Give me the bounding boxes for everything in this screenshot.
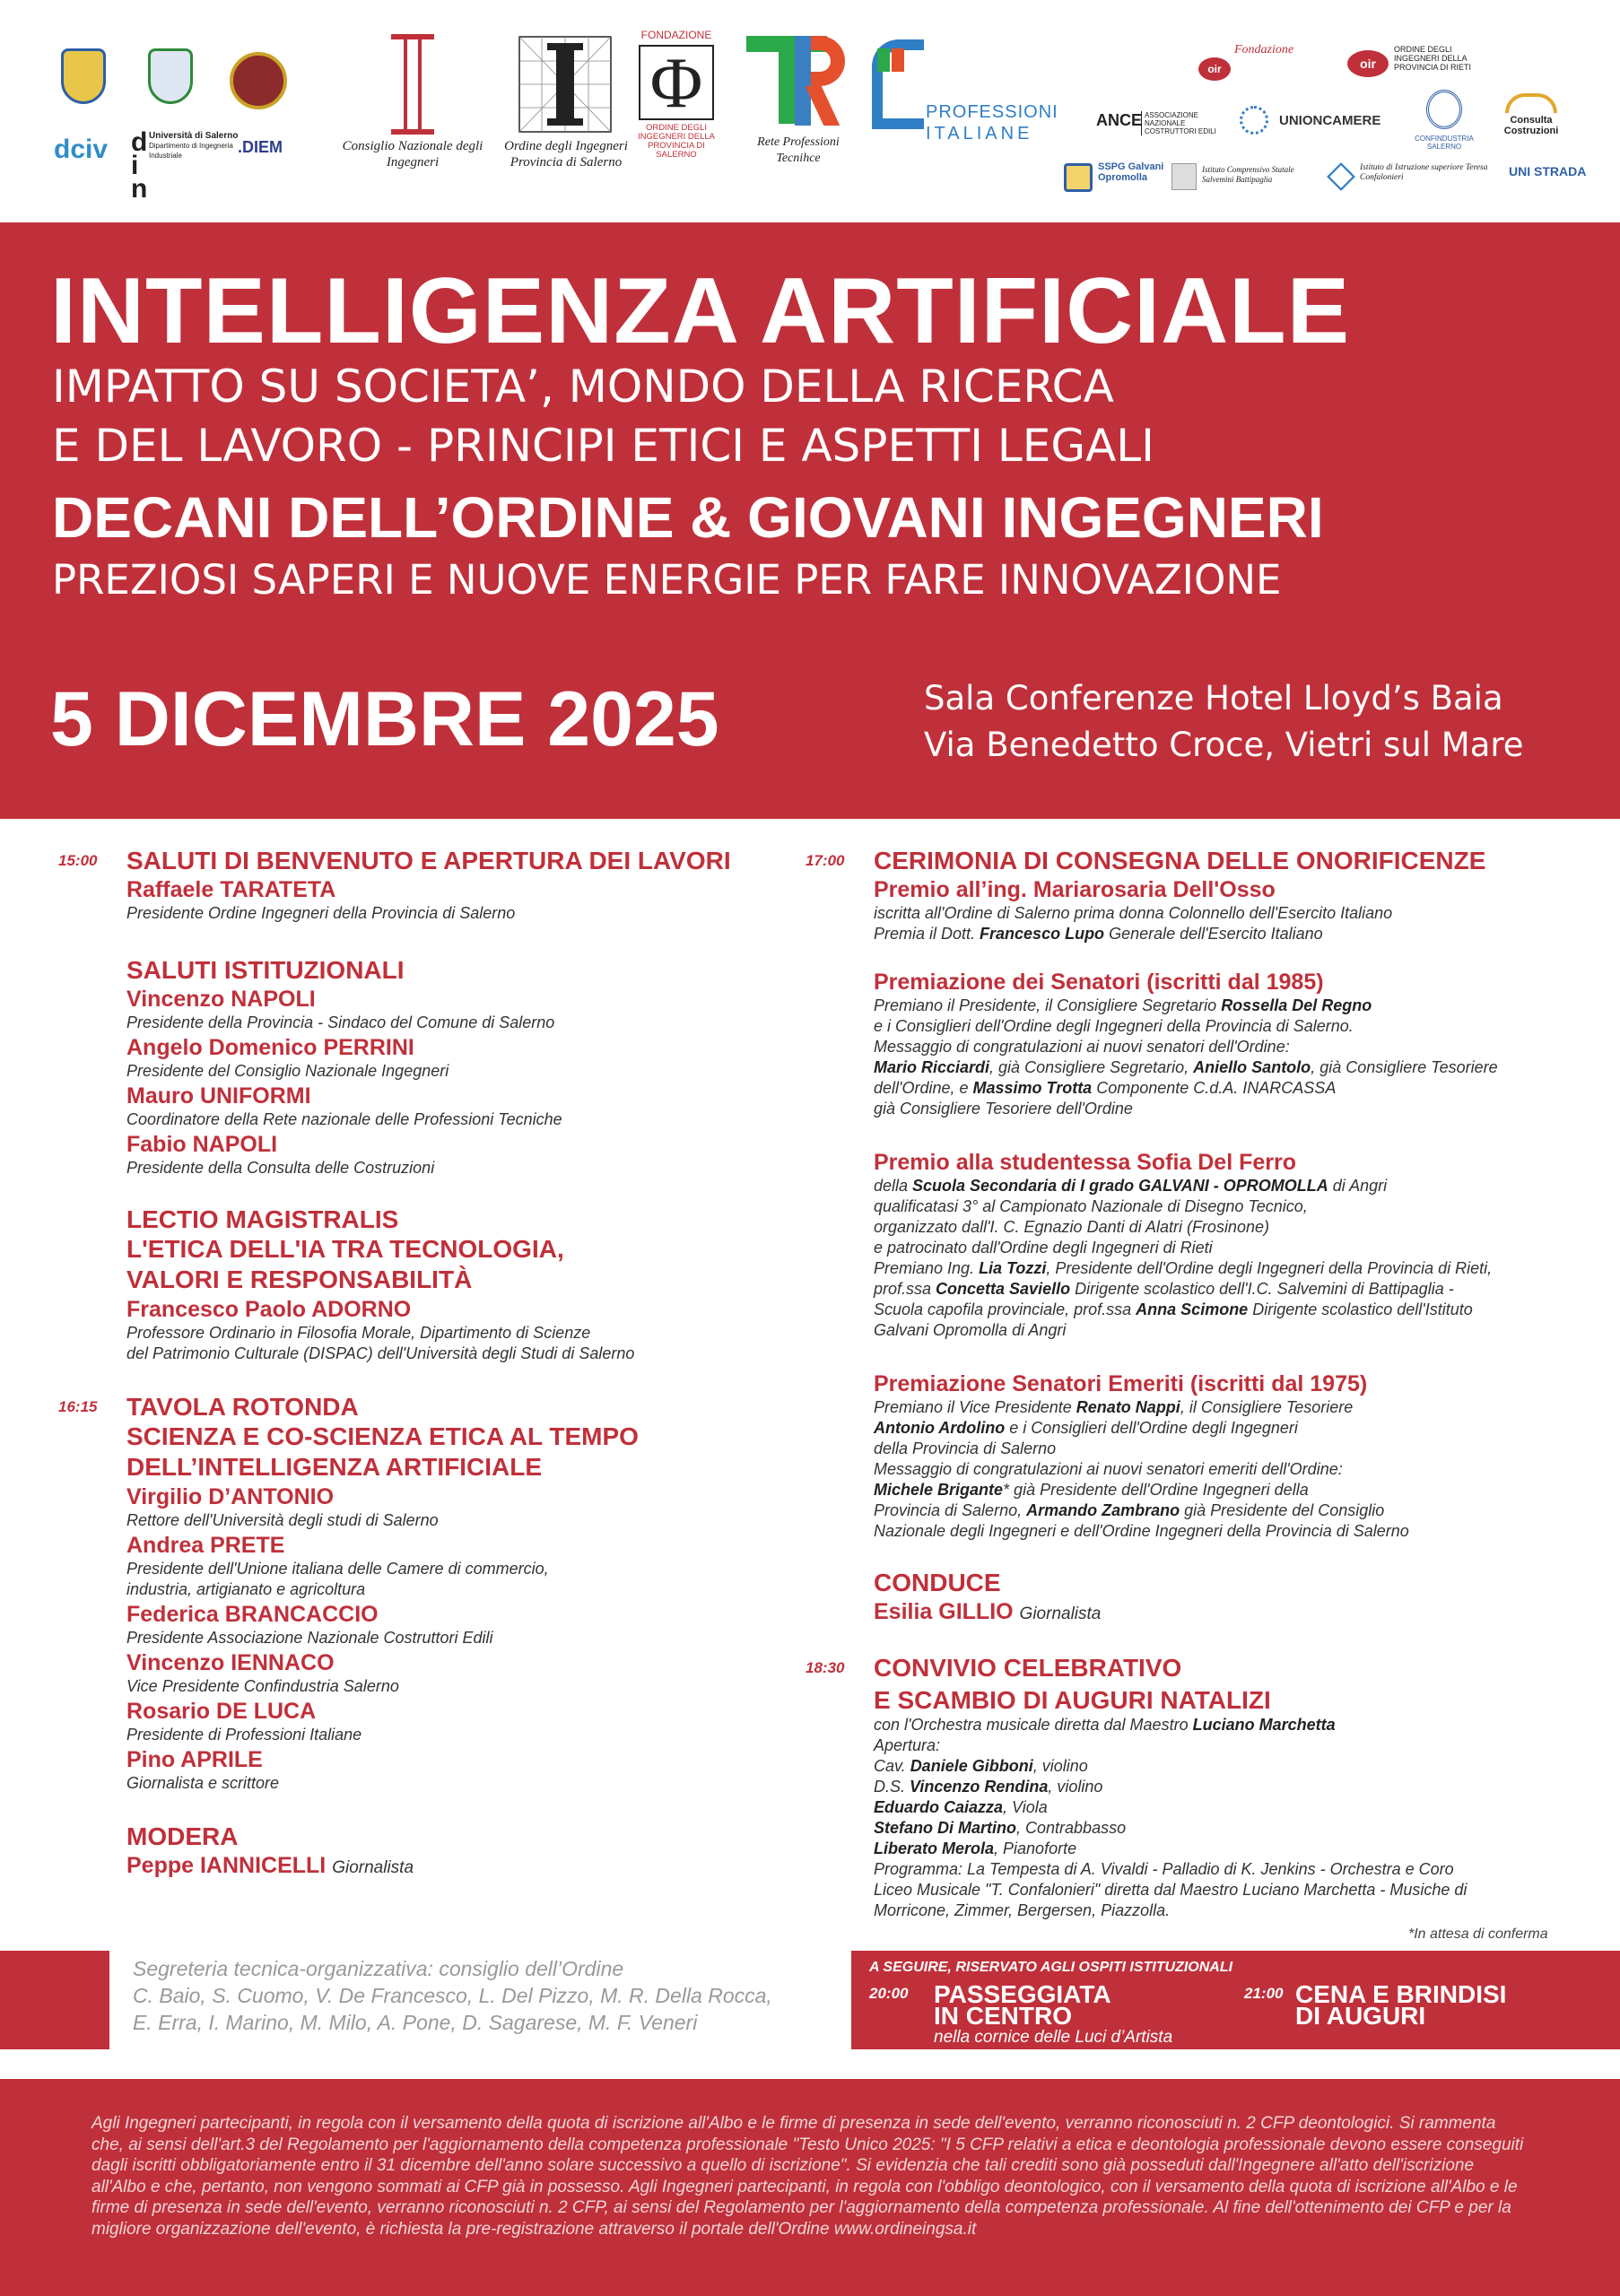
sspg-icon: [1064, 163, 1093, 192]
consulta-label: Consulta Costruzioni: [1503, 115, 1559, 136]
cfp-text: Agli Ingegneri partecipanti, in regola con il versamento della quota di iscrizione all'Albo e le firme di presenza in sede dell'evento, verranno riconosciuti n. 2 CFP deontologici. Si rammenta che, ai sensi dell'art.3 del Regolamento per l'aggiornamento della competenza professionale "Testo Unico 2025: "I 5 CFP relativi a etica e deontologia professionale devono essere conseguiti dagli iscritti obbligatoriamente entro il 31 dicembre dell'anno solare successivo a quello di iscrizione". Si evidenzia che tali crediti sono già posseduti dall'Ingegnere all'atto dell'iscrizione all'Albo e che, pertanto, non vengono sommati ai CFP già in possesso. Agli Ingegneri partecipanti, in regola con l'obbligo deontologico, con il versamento della quota di iscrizione all'Albo e le firme di presenza in sede dell'evento, verranno riconosciuti n. 2 CFP, ai sensi del Regolamento per l'aggiornamento della competenza professionale. Al fine dell'ottenimento dei CFP e per la migliore organizzazione dell'evento, è richiesta la pre-registrazione attraverso il portale dell'Ordine www.ordineingsa.it: [91, 2114, 1524, 2239]
section-cerimonia: [806, 847, 1591, 944]
convivio-text: Apertura:: [874, 1736, 941, 1754]
professioni-italiane-logo: [872, 39, 1058, 156]
second-title: DECANI DELL’ORDINE & GIOVANI INGEGNERI: [52, 485, 1324, 550]
tagline: PREZIOSI SAPERI E NUOVE ENERGIE PER FARE INNOVAZIONE: [52, 556, 1282, 604]
speaker-name: Federica BRANCACCIO: [126, 1602, 379, 1627]
speaker-role: Presidente del Consiglio Nazionale Ingegneri: [126, 1062, 449, 1080]
speaker-role: Giornalista: [332, 1858, 414, 1877]
section-heading: SALUTI DI BENVENUTO E APERTURA DEI LAVORI: [126, 847, 731, 874]
main-title: INTELLIGENZA ARTIFICIALE: [50, 259, 1351, 363]
award-text: Provincia di Salerno, Armando Zambrano già Presidente del Consiglio: [874, 1501, 1385, 1519]
cfp-footer: [0, 2079, 1620, 2296]
section-modera: [126, 1822, 835, 1881]
host-line: [874, 1599, 1591, 1627]
confindustria-logo: [1408, 90, 1480, 154]
tavola-title-2: DELL’INTELLIGENZA ARTIFICIALE: [126, 1453, 543, 1481]
speaker-name: Andrea PRETE: [126, 1533, 285, 1558]
speaker-name: Mauro UNIFORMI: [126, 1083, 311, 1109]
din-subtitle: Dipartimento di Ingegneria Industriale: [149, 142, 233, 160]
section-heading: SALUTI ISTITUZIONALI: [126, 956, 405, 984]
ance-label: ANCE: [1096, 111, 1143, 129]
award-text: Premiano il Vice Presidente Renato Nappi, il Consigliere Tesoriere: [874, 1398, 1354, 1416]
cni-label: Consiglio Nazionale degli Ingegneri: [342, 139, 483, 170]
venue-line-1: Sala Conferenze Hotel Lloyd’s Baia: [924, 679, 1503, 718]
fondazione-logo: [631, 30, 721, 174]
section-heading: MODERA: [126, 1822, 239, 1850]
time-label: 16:15: [58, 1398, 98, 1415]
segreteria-members: C. Baio, S. Cuomo, V. De Francesco, L. Del Pizzo, M. R. Della Rocca,: [133, 1984, 772, 2007]
fondazione-label: ORDINE DEGLI INGEGNERI DELLA PROVINCIA DI SALERNO: [637, 123, 716, 160]
speaker-name: Pino APRILE: [126, 1747, 263, 1772]
award-text: Nazionale degli Ingegneri e dell'Ordine Ingegneri della Provincia di Salerno: [874, 1522, 1409, 1540]
section-heading: LECTIO MAGISTRALIS: [126, 1205, 399, 1233]
section-heading: E SCAMBIO DI AUGURI NATALIZI: [874, 1686, 1271, 1714]
speaker-name: Peppe IANNICELLI: [126, 1853, 327, 1878]
award-text: Premiano il Presidente, il Consigliere Segretario Rossella Del Regno: [874, 996, 1372, 1014]
speaker-name: Fabio NAPOLI: [126, 1132, 278, 1157]
passeggiata-sub: nella cornice delle Luci d’Artista: [934, 2028, 1173, 2047]
award-text: qualificatasi 3° al Campionato Nazionale di Disegno Tecnico,: [874, 1197, 1308, 1215]
section-tavola-rotonda: [58, 1393, 835, 1794]
convivio-text: D.S. Vincenzo Rendina, violino: [874, 1778, 1103, 1796]
segreteria-red-bar: [0, 1951, 109, 2049]
logo-strip: [0, 0, 1620, 222]
section-lectio-magistralis: [126, 1205, 835, 1364]
award-text: e patrocinato dall'Ordine degli Ingegneri di Rieti: [874, 1239, 1213, 1257]
speaker-name: Esilia GILLIO: [874, 1599, 1014, 1624]
speaker-name: Vincenzo IENNACO: [126, 1650, 335, 1675]
time-label: 18:30: [806, 1659, 845, 1676]
consulta-arch-icon: [1505, 93, 1557, 113]
convivio-text: Liceo Musicale "T. Confalonieri" diretta dal Maestro Luciano Marchetta - Musiche di: [874, 1881, 1468, 1899]
segreteria-members: E. Erra, I. Marino, M. Milo, A. Pone, D. Sagarese, M. F. Veneri: [133, 2011, 698, 2034]
cena-line-2: DI AUGURI: [1295, 2002, 1426, 2030]
seguire-label: A SEGUIRE, RISERVATO AGLI OSPITI ISTITUZIONALI: [869, 1960, 1233, 1975]
lectio-title-2: VALORI E RESPONSABILITÀ: [126, 1265, 473, 1293]
speaker-role: Presidente di Professioni Italiane: [126, 1726, 362, 1744]
section-studentessa: [874, 1150, 1591, 1341]
speaker-name: Raffaele TARATETA: [126, 877, 336, 902]
ordine-ingegneri-salerno-logo: [492, 36, 640, 179]
confalonieri-icon: [1327, 162, 1355, 191]
award-text: Antonio Ardolino e i Consiglieri dell'Ordine degli Ingegneri: [874, 1419, 1298, 1437]
award-text: Premiano Ing. Lia Tozzi, Presidente dell'Ordine degli Ingegneri della Provincia di Rieti,: [874, 1259, 1493, 1277]
pi-line2: ITALIANE: [926, 124, 1033, 144]
time-label: 20:00: [869, 1985, 909, 2002]
convivio-text: Morricone, Zimmer, Bergersen, Piazzolla.: [874, 1901, 1171, 1919]
dciv-logo: dciv: [54, 135, 109, 164]
award-text: organizzato dall'I. C. Egnazio Danti di Alatri (Frosinone): [874, 1218, 1269, 1236]
speaker-name: Virgilio D’ANTONIO: [126, 1484, 335, 1509]
award-text: Premia il Dott. Francesco Lupo Generale dell'Esercito Italiano: [874, 925, 1323, 943]
award-text: dell'Ordine, e Massimo Trotta Componente C.d.A. INARCASSA: [874, 1079, 1337, 1097]
award-text: prof.ssa Concetta Saviello Dirigente scolastico dell'I.C. Salvemini di Battipaglia -: [874, 1280, 1454, 1298]
segreteria-title: Segreteria tecnica-organizzativa: consiglio dell’Ordine: [133, 1957, 624, 1980]
sspg-logo: [1064, 161, 1171, 197]
award-text: iscritta all'Ordine di Salerno prima donna Colonnello dell'Esercito Italiano: [874, 904, 1393, 922]
title-band: [0, 222, 1620, 819]
convivio-text: Stefano Di Martino, Contrabbasso: [874, 1819, 1127, 1837]
time-label: 21:00: [1244, 1985, 1284, 2002]
convivio-text: con l'Orchestra musicale diretta dal Maestro Luciano Marchetta: [874, 1716, 1336, 1734]
cni-logo: [341, 34, 484, 178]
convivio-text: Liberato Merola, Pianoforte: [874, 1839, 1077, 1857]
speaker-name: Vincenzo NAPOLI: [126, 987, 316, 1012]
section-saluti-istituzionali: [126, 956, 835, 1178]
section-heading: CONDUCE: [874, 1569, 1001, 1596]
venue-line-2: Via Benedetto Croce, Vietri sul Mare: [924, 726, 1524, 764]
speaker-role: Giornalista: [1019, 1605, 1102, 1623]
unioncamere-label: UNIONCAMERE: [1279, 113, 1381, 128]
ordine-label: Ordine degli Ingegneri Provincia di Salerno: [504, 139, 628, 170]
speaker-role: Presidente Ordine Ingegneri della Provincia di Salerno: [126, 904, 516, 922]
sspg-label: SSPG Galvani Opromolla: [1098, 161, 1164, 183]
seguire-box: [851, 1951, 1620, 2049]
award-title: Premiazione Senatori Emeriti (iscritti dal 1975): [874, 1371, 1368, 1396]
istituto-confalonieri-logo: [1328, 161, 1489, 194]
confalonieri-label: Istituto di Istruzione superiore Teresa Confalonieri: [1360, 163, 1488, 182]
event-venue: [924, 675, 1524, 769]
award-text: Mario Ricciardi, già Consigliere Segretario, Aniello Santolo, già Consigliere Tesoriere: [874, 1058, 1498, 1076]
time-label: 15:00: [58, 852, 98, 869]
convivio-text: Cav. Daniele Gibboni, violino: [874, 1757, 1088, 1775]
tavola-title-1: SCIENZA E CO-SCIENZA ETICA AL TEMPO: [126, 1422, 639, 1450]
speaker-role: Presidente dell'Unione italiana delle Camere di commercio,: [126, 1560, 549, 1578]
salvemini-icon: [1171, 163, 1197, 190]
section-heading: CERIMONIA DI CONSEGNA DELLE ONORIFICENZE: [874, 847, 1486, 874]
fondazione-oir-logo: oir Fondazione: [1198, 43, 1315, 90]
passeggiata-line-2: IN CENTRO: [934, 2002, 1072, 2030]
comune-salerno-crest: [148, 48, 193, 104]
confindustria-label: CONFINDUSTRIA SALERNO: [1415, 135, 1474, 151]
provincia-salerno-crest: [61, 48, 106, 104]
award-text: Messaggio di congratulazioni ai nuovi senatori dell'Ordine:: [874, 1038, 1290, 1056]
program-right-column: [806, 847, 1591, 1953]
speaker-role: Presidente Associazione Nazionale Costruttori Edili: [126, 1629, 493, 1647]
subtitle-line-1: IMPATTO SU SOCIETA’, MONDO DELLA RICERCA: [52, 361, 1114, 413]
cena-line-1: CENA E BRINDISI: [1295, 1980, 1507, 2008]
fondazione-head: FONDAZIONE: [640, 29, 712, 41]
speaker-name: Angelo Domenico PERRINI: [126, 1035, 414, 1060]
speaker-name: Rosario DE LUCA: [126, 1699, 317, 1724]
conferma-note: *In attesa di conferma: [1408, 1926, 1548, 1942]
award-text: e i Consiglieri dell'Ordine degli Ingegneri della Provincia di Salerno.: [874, 1017, 1354, 1035]
segreteria-block: [133, 1955, 772, 2036]
passeggiata-line-1: PASSEGGIATA: [934, 1980, 1111, 2008]
section-senatori: [874, 970, 1591, 1119]
ordine-grid-icon: [518, 36, 612, 133]
award-title: Premiazione dei Senatori (iscritti dal 1985): [874, 970, 1324, 995]
unioncamere-logo: [1240, 104, 1401, 140]
speaker-role: Rettore dell'Università degli studi di Salerno: [126, 1511, 439, 1529]
pi-line1: PROFESSIONI: [926, 102, 1058, 122]
consulta-logo: [1500, 93, 1563, 147]
section-senatori-emeriti: [874, 1371, 1591, 1542]
section-benvenuto: [58, 847, 835, 924]
award-text: Messaggio di congratulazioni ai nuovi senatori emeriti dell'Ordine:: [874, 1460, 1343, 1478]
award-text: Scuola capofila provinciale, prof.ssa Anna Scimone Dirigente scolastico dell'Istituto: [874, 1300, 1473, 1318]
din-title: Università di Salerno: [149, 131, 239, 141]
oir-rieti-label: ORDINE DEGLI INGEGNERI DELLA PROVINCIA DI RIETI: [1394, 45, 1472, 72]
convivio-text: Eduardo Caiazza, Viola: [874, 1798, 1048, 1816]
speaker-role: Giornalista e scrittore: [126, 1774, 280, 1792]
moderator-line: [126, 1853, 835, 1881]
award-text: già Consigliere Tesoriere dell'Ordine: [874, 1100, 1133, 1118]
award-text: della Provincia di Salerno: [874, 1439, 1057, 1457]
fondazione-oir-label: Fondazione: [1234, 43, 1294, 57]
section-conduce: [874, 1569, 1591, 1627]
speaker-role: Professore Ordinario in Filosofia Morale, Dipartimento di Scienze: [126, 1324, 591, 1342]
speaker-role: Presidente della Consulta delle Costruzioni: [126, 1159, 435, 1177]
convivio-text: Programma: La Tempesta di A. Vivaldi - Palladio di K. Jenkins - Orchestra e Coro: [874, 1860, 1454, 1878]
event-date: 5 DICEMBRE 2025: [50, 676, 719, 762]
oir-rieti-logo: oir ORDINE DEGLI INGEGNERI DELLA PROVINCIA DI RIETI: [1347, 43, 1482, 86]
speaker-role: Vice Presidente Confindustria Salerno: [126, 1677, 399, 1695]
lectio-title-1: L'ETICA DELL'IA TRA TECNOLOGIA,: [126, 1235, 564, 1263]
award-title: Premio all’ing. Mariarosaria Dell'Osso: [874, 877, 1276, 902]
speaker-role: Coordinatore della Rete nazionale delle Professioni Tecniche: [126, 1110, 562, 1128]
time-label: 17:00: [806, 852, 845, 869]
award-title: Premio alla studentessa Sofia Del Ferro: [874, 1150, 1296, 1175]
unistrada-logo: UNI STRADA: [1509, 164, 1587, 178]
section-convivio: [806, 1654, 1591, 1921]
speaker-role: Presidente della Provincia - Sindaco del Comune di Salerno: [126, 1013, 555, 1031]
rpt-logo: [743, 36, 854, 170]
phi-icon: Φ: [649, 44, 703, 123]
subtitle-line-2: E DEL LAVORO - PRINCIPI ETICI E ASPETTI LEGALI: [52, 420, 1154, 472]
speaker-role: del Patrimonio Culturale (DISPAC) dell'Università degli Studi di Salerno: [126, 1344, 635, 1362]
universita-salerno-seal: [230, 52, 287, 109]
istituto-salvemini-logo: [1171, 163, 1306, 194]
speaker-name: Francesco Paolo ADORNO: [126, 1297, 412, 1322]
ance-sub: ASSOCIAZIONE NAZIONALE COSTRUTTORI EDILI: [1141, 111, 1222, 135]
salvemini-label: Istituto Comprensivo Statale Salvemini Battipaglia: [1202, 165, 1294, 184]
ance-logo: [1096, 109, 1222, 136]
rpt-label: Rete Professioni Tecnihce: [757, 135, 840, 165]
award-text: Galvani Opromolla di Angri: [874, 1321, 1067, 1339]
award-text: Michele Brigante* già Presidente dell'Ordine Ingegneri della: [874, 1481, 1309, 1499]
diem-logo: .DIEM: [238, 138, 283, 156]
award-text: della Scuola Secondaria di I grado GALVANI - OPROMOLLA di Angri: [874, 1177, 1388, 1195]
program-left-column: [58, 847, 835, 1913]
section-heading: TAVOLA ROTONDA: [126, 1393, 359, 1421]
unioncamere-icon: [1240, 106, 1268, 135]
confindustria-icon: [1426, 90, 1462, 129]
section-heading: CONVIVIO CELEBRATIVO: [874, 1654, 1182, 1682]
din-letters: din: [131, 127, 148, 204]
speaker-role: industria, artigianato e agricoltura: [126, 1580, 366, 1598]
